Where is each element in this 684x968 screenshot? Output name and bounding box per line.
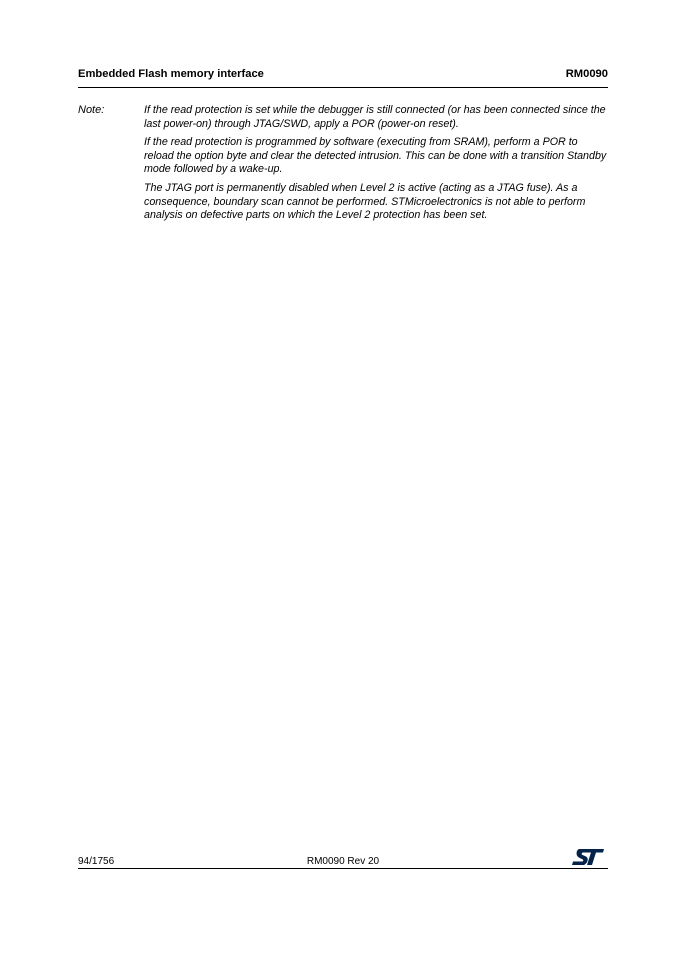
- note-paragraph: If the read protection is set while the debugger is still connected (or has been connected since the last power-on) through JTAG/SWD, apply a POR (power-on reset).: [144, 104, 606, 130]
- page-footer: [78, 848, 608, 869]
- document-id: RM0090: [565, 68, 608, 80]
- section-title: Embedded Flash memory interface: [78, 68, 264, 80]
- note-body: [144, 104, 608, 228]
- document-revision: RM0090 Rev 20: [306, 856, 380, 867]
- page-header: [78, 67, 608, 88]
- note-paragraph: The JTAG port is permanently disabled when Level 2 is active (acting as a JTAG fuse). As a consequence, boundary scan cannot be performed. STMicroelectronics is not able to perform analysis on defective parts on which the Level 2 protection has been set.: [144, 181, 586, 222]
- page-number: 94/1756: [78, 856, 115, 867]
- note-label: Note:: [78, 104, 105, 116]
- st-logo-icon: [571, 848, 605, 866]
- note-paragraph: If the read protection is programmed by software (executing from SRAM), perform a POR to reload the option byte and clear the detected intrusion. This can be done with a transition Standby mode followed by a wake-up.: [144, 136, 607, 176]
